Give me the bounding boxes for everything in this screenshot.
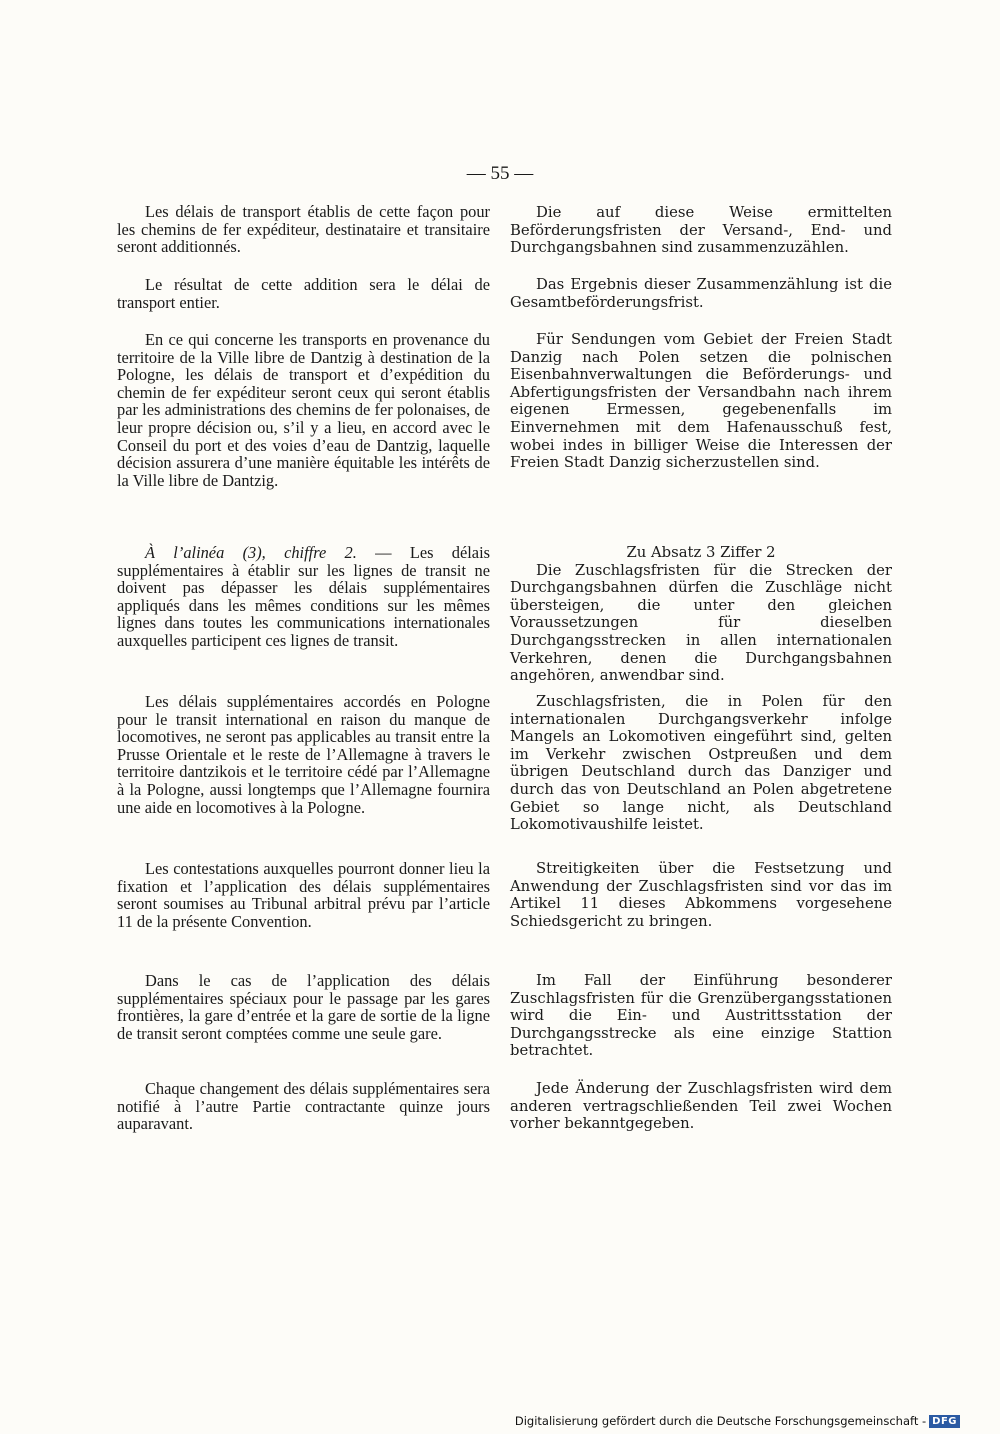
german-paragraph-3-text: Für Sendungen vom Gebiet der Freien Stadt Danzig nach Polen setzen die polnischen Eisenbahnverwaltungen die Beförderungs- und Abfertigungsfristen der Versandbahn nach ihrem eigenen Ermessen, gegebenenfalls im Einvernehmen mit dem Hafenausschuß fest, wobei indes in billiger Weise die Interessen der Freien Stadt Danzig sicherzustellen sind. (510, 331, 892, 472)
footer-credit-text: Digitalisierung gefördert durch die Deutsche Forschungsgemeinschaft - (514, 1414, 927, 1428)
german-paragraph-2 (510, 276, 892, 311)
dfg-logo: DFG (929, 1415, 960, 1428)
french-paragraph-7 (117, 972, 490, 1042)
french-paragraph-1-text: Les délais de transport établis de cette façon pour les chemins de fer expéditeur, destinataire et transitaire seront additionnés. (117, 202, 490, 257)
german-paragraph-8-text: Jede Änderung der Zuschlagsfristen wird dem anderen vertragschließenden Teil zwei Wochen vorher bekanntgegeben. (510, 1080, 892, 1133)
french-paragraph-6-text: Les contestations auxquelles pourront donner lieu la fixation et l’application des délais supplémentaires seront soumises au Tribunal arbitral prévu par l’article 11 de la présente Convention. (117, 859, 490, 931)
french-paragraph-5 (117, 693, 490, 816)
german-paragraph-2-text: Das Ergebnis dieser Zusammenzählung ist die Gesamtbeförderungsfrist. (510, 276, 892, 311)
german-paragraph-4 (510, 544, 892, 685)
french-paragraph-1 (117, 203, 490, 256)
french-paragraph-2-text: Le résultat de cette addition sera le délai de transport entier. (117, 275, 490, 312)
german-paragraph-5-text: Zuschlagsfristen, die in Polen für den internationalen Durchgangsverkehr infolge Mangels an Lokomotiven eingeführt sind, gelten im Verkehr zwischen Ostpreußen und dem übrigen Deutschland durch das Danziger und durch das von Deutschland an Polen abgetretene Gebiet so lange nicht, als Deutschland Lokomotivaushilfe leistet. (510, 693, 892, 834)
german-section-heading: Zu Absatz 3 Ziffer 2 (626, 544, 776, 561)
french-paragraph-7-text: Dans le cas de l’application des délais supplémentaires spéciaux pour le passage par les gares frontières, la gare d’entrée et la gare de sortie de la ligne de transit seront comptées comme une seule gare. (117, 971, 490, 1043)
german-paragraph-7 (510, 972, 892, 1060)
french-paragraph-4 (117, 544, 490, 650)
german-paragraph-1 (510, 204, 892, 257)
french-paragraph-2 (117, 276, 490, 311)
french-paragraph-3 (117, 331, 490, 489)
german-paragraph-6 (510, 860, 892, 930)
digitization-footer (515, 1414, 960, 1428)
german-paragraph-8 (510, 1080, 892, 1133)
page-number: — 55 — (466, 163, 534, 184)
german-paragraph-3 (510, 331, 892, 472)
german-paragraph-5 (510, 693, 892, 834)
german-paragraph-4-text: Die Zuschlagsfristen für die Strecken der Durchgangsbahnen dürfen die Zuschläge nicht übersteigen, die unter den gleichen Voraussetzungen für dieselben Durchgangsstrecken in allen internationalen Verkehren, denen die Durchgangsbahnen angehören, anwendbar sind. (510, 561, 892, 685)
french-paragraph-4-body: — Les délais supplémentaires à établir sur les lignes de transit ne doivent pas dépasser les délais supplémentaires appliqués dans les mêmes conditions sur les mêmes lignes dans toutes les communications internationales auxquelles participent ces lignes de transit. (117, 543, 491, 650)
french-paragraph-8-text: Chaque changement des délais supplémentaires sera notifié à l’autre Partie contractante quinze jours auparavant. (117, 1079, 490, 1134)
german-paragraph-1-text: Die auf diese Weise ermittelten Beförderungsfristen der Versand-, End- und Durchgangsbahnen sind zusammenzuzählen. (510, 204, 892, 257)
french-paragraph-5-text: Les délais supplémentaires accordés en Pologne pour le transit international en raison du manque de locomotives, ne seront pas applicables au transit entre la Prusse Orientale et le reste de l’Allemagne à travers le territoire dantzikois et le territoire cédé par l’Allemagne à la Pologne, aussi longtemps que l’Allemagne fournira une aide en locomotives à la Pologne. (117, 692, 490, 817)
french-paragraph-4-text (117, 544, 490, 650)
french-paragraph-3-text: En ce qui concerne les transports en provenance du territoire de la Ville libre de Dantzig à destination de la Pologne, les délais de transport et d’expédition du chemin de fer expéditeur seront ceux qui seront établis par les administrations des chemins de fer polonaises, de leur propre décision ou, s’il y a lieu, en accord avec le Conseil du port et des voies d’eau de Dantzig, laquelle décision assurera d’une manière équitable les intérêts de la Ville libre de Dantzig. (117, 330, 490, 490)
german-paragraph-6-text: Streitigkeiten über die Festsetzung und Anwendung der Zuschlagsfristen sind vor das im Artikel 11 dieses Abkommens vorgesehene Schiedsgericht zu bringen. (510, 860, 892, 930)
french-paragraph-8 (117, 1080, 490, 1133)
french-paragraph-6 (117, 860, 490, 930)
german-paragraph-7-text: Im Fall der Einführung besonderer Zuschlagsfristen für die Grenzübergangsstationen wird die Ein- und Austrittsstation der Durchgangsstrecke als eine einzige Stattion betrachtet. (510, 972, 892, 1060)
french-section-heading: À l’alinéa (3), chiffre 2. (145, 543, 357, 562)
